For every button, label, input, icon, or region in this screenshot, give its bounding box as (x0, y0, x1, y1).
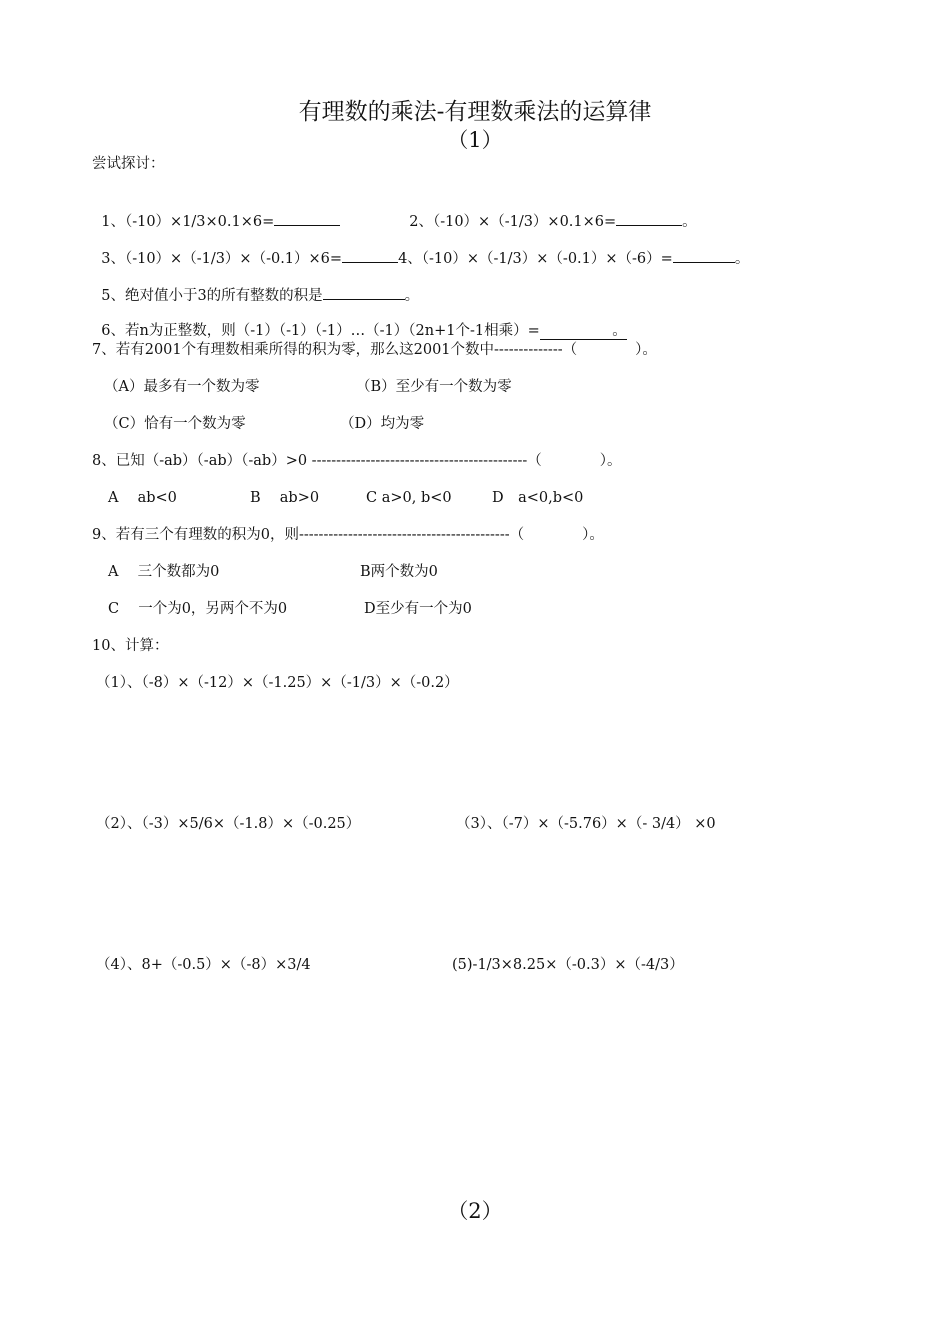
option-7a[interactable]: （A）最多有一个数为零 (104, 379, 260, 395)
calc-2: （2）、（-3）×5/6×（-1.8）×（-0.25） (96, 816, 361, 832)
question-2-end: 。 (682, 214, 697, 230)
section-heading: 尝试探讨： (92, 156, 165, 172)
question-6-text: 6、若n为正整数，则（-1）（-1）（-1）…（-1）（2n+1个-1相乘）= (101, 323, 540, 339)
option-8d[interactable]: D a<0,b<0 (492, 490, 584, 506)
calc-4: （4）、8+（-0.5）×（-8）×3/4 (96, 957, 311, 973)
option-8c[interactable]: C a>0, b<0 (366, 490, 452, 506)
question-4-end: 。 (734, 251, 750, 267)
page-title: 有理数的乘法-有理数乘法的运算律 (298, 99, 652, 125)
question-3-text: 3、（-10）×（-1/3）×（-0.1）×6= (101, 251, 343, 267)
question-5 (92, 267, 419, 305)
option-9a[interactable]: A 三个数都为0 (108, 564, 220, 580)
question-9: 9、若有三个有理数的积为0，则-------------------------------------------（ ）。 (92, 527, 604, 543)
question-6 (92, 304, 627, 340)
question-8: 8、已知（-ab）（-ab）（-ab）>0 --------------------------------------------（ ）。 (92, 453, 622, 469)
question-5-text: 5、绝对值小于3的所有整数的积是 (101, 288, 323, 304)
answer-blank[interactable] (342, 248, 398, 263)
option-7d[interactable]: （D）均为零 (340, 416, 425, 432)
option-8a[interactable]: A ab<0 (108, 490, 177, 506)
question-1-text: 1、（-10）×1/3×0.1×6= (101, 214, 275, 230)
question-3-4 (92, 230, 749, 268)
question-5-end: 。 (404, 288, 420, 304)
answer-blank[interactable] (616, 211, 682, 226)
question-10: 10、计算： (92, 638, 169, 654)
option-9c[interactable]: C 一个为0，另两个不为0 (108, 601, 288, 617)
calc-3: （3）、（-7）×（-5.76）×（- 3/4） ×0 (456, 816, 716, 832)
question-7: 7、若有2001个有理数相乘所得的积为零，那么这2001个数中--------------（ ）。 (92, 342, 657, 358)
answer-blank[interactable] (673, 248, 735, 263)
question-1 (92, 193, 340, 231)
option-9b[interactable]: B两个数为0 (360, 564, 438, 580)
option-9d[interactable]: D至少有一个为0 (364, 601, 472, 617)
calc-1: （1）、（-8）×（-12）×（-1.25）×（-1/3）×（-0.2） (96, 675, 459, 691)
option-7b[interactable]: （B）至少有一个数为零 (356, 379, 512, 395)
calc-5: (5)-1/3×8.25×（-0.3）×（-4/3） (452, 957, 684, 973)
option-8b[interactable]: B ab>0 (250, 490, 320, 506)
option-7c[interactable]: （C）恰有一个数为零 (104, 416, 246, 432)
page-subtitle: （1） (447, 128, 503, 152)
question-2 (400, 193, 697, 231)
answer-blank[interactable]: 。 (539, 323, 627, 339)
answer-blank[interactable] (323, 285, 405, 300)
question-2-text: 2、（-10）×（-1/3）×0.1×6= (409, 214, 617, 230)
answer-blank[interactable] (274, 211, 340, 226)
question-4-text: 4、（-10）×（-1/3）×（-0.1）×（-6）= (398, 251, 673, 267)
part-2-heading: （2） (447, 1199, 503, 1223)
